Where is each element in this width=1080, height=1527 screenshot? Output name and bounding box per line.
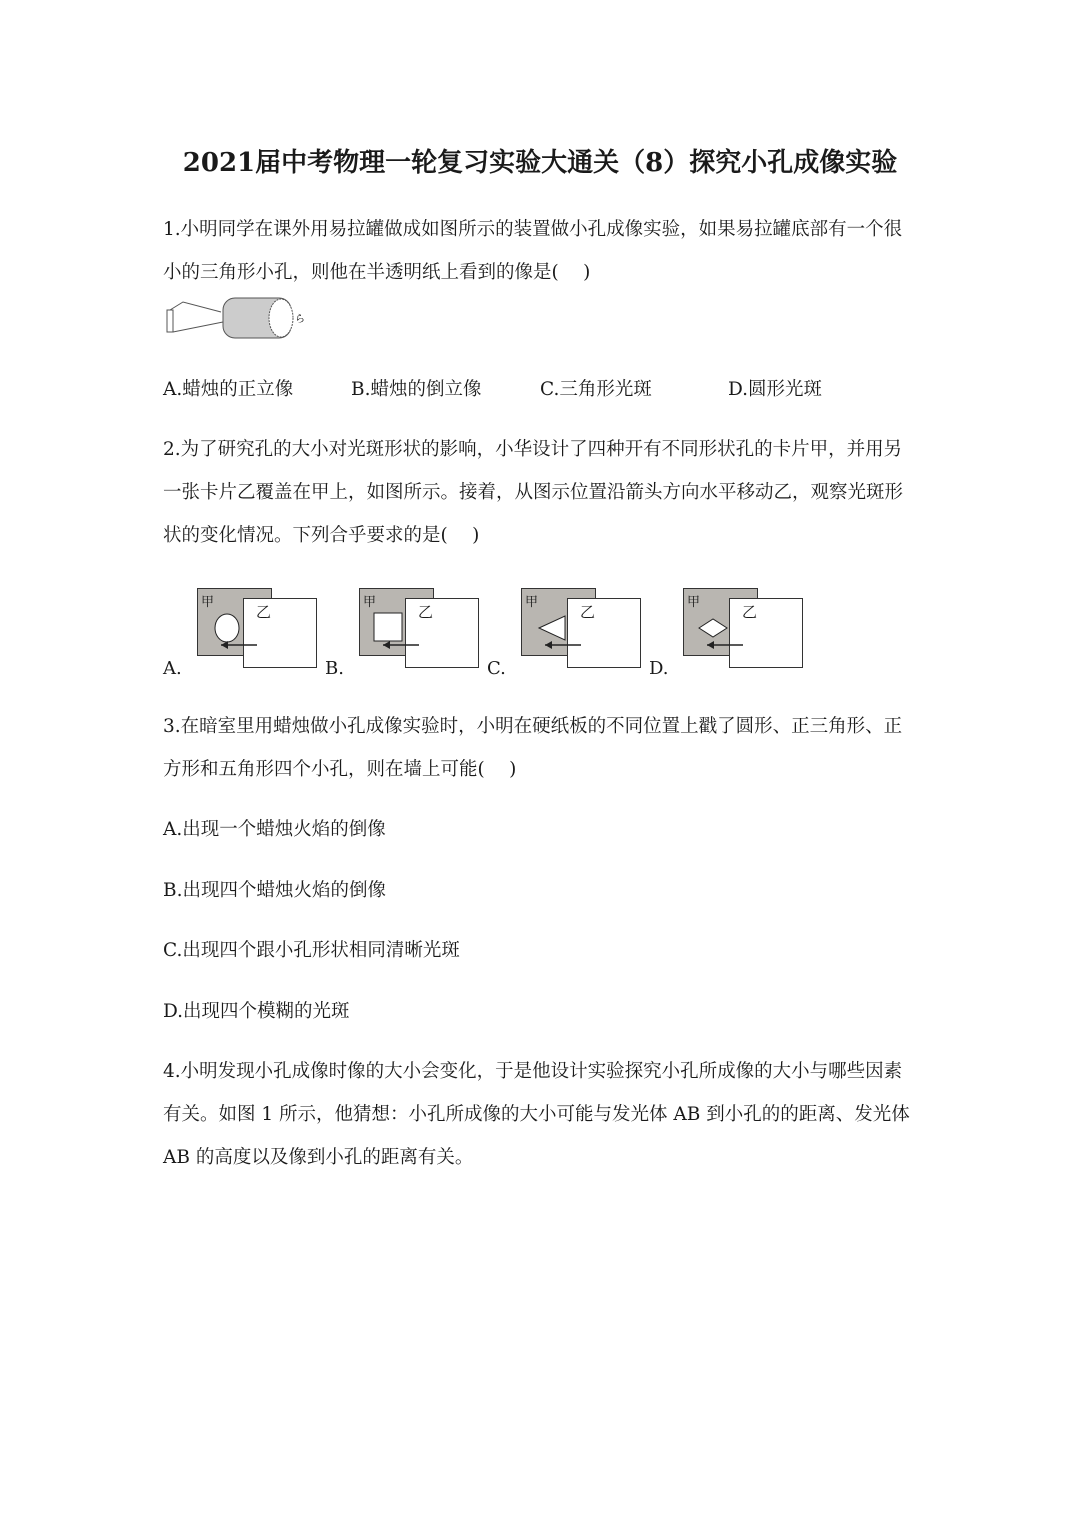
pinhole-can-figure [163,292,308,342]
figure-label-1: B. [325,658,344,679]
svg-text:ら: ら [295,314,305,325]
card-yi [567,598,641,668]
q3-line1: 3.在暗室里用蜡烛做小孔成像实验时，小明在硬纸板的不同位置上戳了圆形、正三角形、正 [163,716,903,737]
card-jia-label: 甲 [201,595,215,610]
card-yi-label: 乙 [742,603,758,621]
card-yi-label: 乙 [256,603,272,621]
card-yi-label: 乙 [580,603,596,621]
q2-line1: 2.为了研究孔的大小对光斑形状的影响，小华设计了四种开有不同形状孔的卡片甲，并用另 [163,439,903,460]
q4-line2: 有关。如图 1 所示，他猜想：小孔所成像的大小可能与发光体 AB 到小孔的的距离、发光体 [163,1104,910,1125]
q1-line1: 1.小明同学在课外用易拉罐做成如图所示的装置做小孔成像实验，如果易拉罐底部有一个很 [163,219,903,240]
figure-label-2: C. [487,658,506,679]
q3-option-a: A.出现一个蜡烛火焰的倒像 [163,819,386,840]
q3-line2: 方形和五角形四个小孔，则在墙上可能( ) [163,759,517,780]
q1-option-a: A.蜡烛的正立像 [163,379,294,400]
q4-line1: 4.小明发现小孔成像时像的大小会变化，于是他设计实验探究小孔所成像的大小与哪些因素 [163,1061,903,1082]
card-yi [243,598,317,668]
card-yi [729,598,803,668]
card-jia-label: 甲 [363,595,377,610]
q3-option-b: B.出现四个蜡烛火焰的倒像 [163,880,386,901]
q4-line3: AB 的高度以及像到小孔的距离有关。 [163,1147,474,1168]
card-yi [405,598,479,668]
arrow-left-icon [705,640,745,650]
q2-line3: 状的变化情况。下列合乎要求的是( ) [163,525,480,546]
q1-option-d: D.圆形光斑 [728,379,823,400]
figure-label-3: D. [649,658,669,679]
card-jia-label: 甲 [525,595,539,610]
q3-option-c: C.出现四个跟小孔形状相同清晰光斑 [163,940,460,961]
arrow-left-icon [381,640,421,650]
card-yi-label: 乙 [418,603,434,621]
figure-label-0: A. [163,658,182,679]
q2-line2: 一张卡片乙覆盖在甲上，如图所示。接着，从图示位置沿箭头方向水平移动乙，观察光斑形 [163,482,904,503]
q3-option-d: D.出现四个模糊的光斑 [163,1001,350,1022]
arrow-left-icon [543,640,583,650]
q1-option-b: B.蜡烛的倒立像 [351,379,482,400]
page-title: 2021届中考物理一轮复习实验大通关（8）探究小孔成像实验 [182,148,898,178]
arrow-left-icon [219,640,259,650]
q1-line2: 小的三角形小孔，则他在半透明纸上看到的像是( ) [163,262,591,283]
q1-option-c: C.三角形光斑 [540,379,652,400]
card-jia-label: 甲 [687,595,701,610]
